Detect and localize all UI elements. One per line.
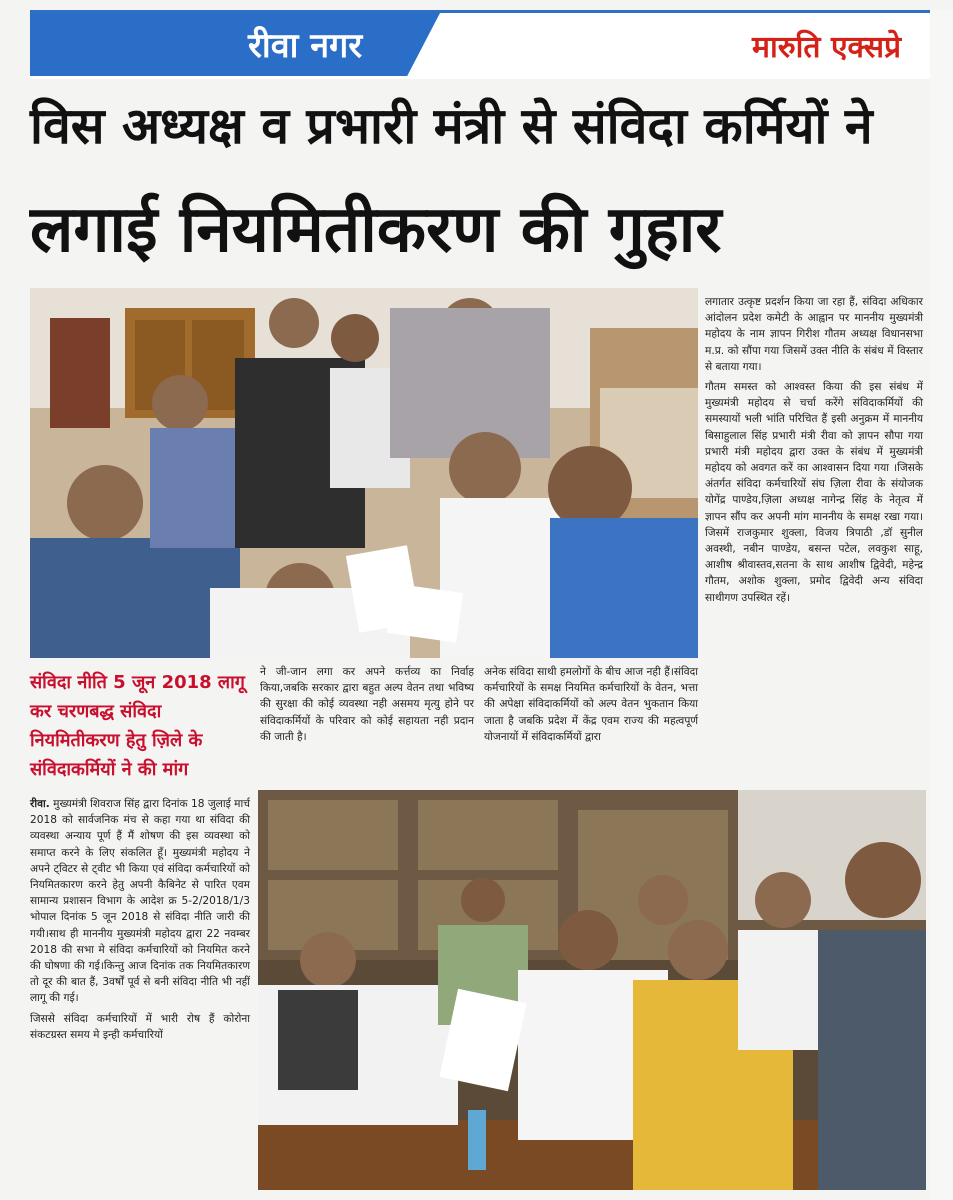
paragraph: गौतम समस्त को आश्वस्त किया की इस संबंध में मुख्यमंत्री महोदय से चर्चा करेंगे संविदाकर्मियों की समस्यायों भली भांति परिचित हैं इसी अनुक्रम में माननीय बिसाहुलाल सिंह प्रभारी मंत्री रीवा को ज्ञापन सौपा गया प्रभारी मंत्री महोदय द्वारा उक्त के संबंध में मुख्यमंत्री महोदय को अवगत करें का आश्वासन दिया गया ।जिसके अंतर्गत संविदा कर्मचारियों संघ ज़िला रीवा के संयोजक योगेंद्र पाण्डेय,ज़िला अध्यक्ष नागेन्द्र सिंह के नेतृत्व में ज्ञापन सौंप कर अपनी मांग माननीय के समक्ष रखा गया। जिसमें राजकुमार शुक्ला, विजय त्रिपाठी ,डॉ सुनील अवस्थी, नबीन पाण्डेय, बसन्त पटेल, लवकुश साहू, आशीष श्रीवास्तव,सतना के साथ आशीष द्विवेदी, महेन्द्र गौतम, अशोक शुक्ला, प्रमोद द्विवेदी अन्य संविदा साथीगण उपस्थित रहें। xyxy=(705,381,923,604)
newspaper-name: मारुति एक्सप्रे xyxy=(752,30,902,65)
paragraph: जिससे संविदा कर्मचारियों में भारी रोष हैं कोरोना संकटग्रस्त समय मे इन्ही कर्मचारियों xyxy=(30,1012,250,1041)
adjacent-article-strip xyxy=(930,10,953,1200)
section-title: रीवा नगर xyxy=(248,26,363,66)
paragraph: अनेक संविदा साथी हमलोगों के बीच आज नही हैं।संविदा कर्मचारियों के समक्ष नियमित कर्मचारियों के वेतन, भत्ता की अपेक्षा संविदाकर्मियों को अल्प वेतन भुकतान किया जाता है जबकि प्रदेश में केंद्र एवम राज्य की महत्वपूर्ण योजनायों में संविदाकर्मियों द्वारा xyxy=(484,666,698,743)
dateline: रीवा. xyxy=(30,798,50,810)
paragraph xyxy=(30,796,250,1007)
headline-line2: लगाई नियमितीकरण की गुहार xyxy=(30,193,722,267)
headline-line1: विस अध्यक्ष व प्रभारी मंत्री से संविदा कर्मियों ने xyxy=(30,97,873,155)
middle-column xyxy=(260,664,474,749)
subheadline: संविदा नीति 5 जून 2018 लागू कर चरणबद्ध संविदा नियमितीकरण हेतु ज़िले के संविदाकर्मियों ने की मांग xyxy=(30,672,245,780)
third-column xyxy=(484,664,698,749)
paragraph: ने जी-जान लगा कर अपने कर्त्तव्य का निर्वाह किया,जबकि सरकार द्वारा बहुत अल्प वेतन तथा भविष्य की सुरक्षा की कोई व्यवस्था नही असमय मृत्यु होने पर संविदाकर्मियों के परिवार को कोई सहायता नही प्रदान की जाती है। xyxy=(260,666,474,743)
paragraph-text: मुख्यमंत्री शिवराज सिंह द्वारा दिनांक 18 जुलाई मार्च 2018 को सार्वजनिक मंच से कहा गया था संविदा की व्यवस्था अन्याय पूर्ण हैं मैं शोषण की इस व्यवस्था को समाप्त करने के लिए संकलित हूँ। मुख्यमंत्री महोदय ने अपने ट्विटर से ट्वीट भी किया एवं संविदा कर्मचारियों को नियमितकारण करने हेतु अपनी कैबिनेट से पारित एवम सामान्य प्रशासन विभाग के आदेश क्र 5-2/2018/1/3 भोपाल दिनांक 5 जून 2018 से संविदा नीति जारी की गयी।साथ ही माननीय मुख्यमंत्री महोदय द्वारा 22 नवम्बर 2018 की सभा मे संविदा कर्मचारियों को नियमित करने की घोषणा की गई।किन्तु आज दिनांक तक नियमितकारण तो दूर की बात हैं, 3वर्षों पूर्व से बनी संविदा नीति भी नहीं लागू की गई। xyxy=(30,798,250,1005)
photo-bottom xyxy=(258,790,926,1190)
section-banner xyxy=(30,13,440,76)
photo-top xyxy=(30,288,698,658)
left-column xyxy=(30,796,250,1047)
paragraph: लगातार उत्कृष्ट प्रदर्शन किया जा रहा हैं, संविदा अधिकार आंदोलन प्रदेश कमेटी के आह्वान पर माननीय मुख्यमंत्री महोदय के नाम ज्ञापन गिरीश गौतम अध्यक्ष विधानसभा म.प्र. को सौंपा गया जिसमें उक्त नीति के संबंध में विस्तार से बताया गया। xyxy=(705,296,923,373)
right-column-top xyxy=(705,294,923,610)
